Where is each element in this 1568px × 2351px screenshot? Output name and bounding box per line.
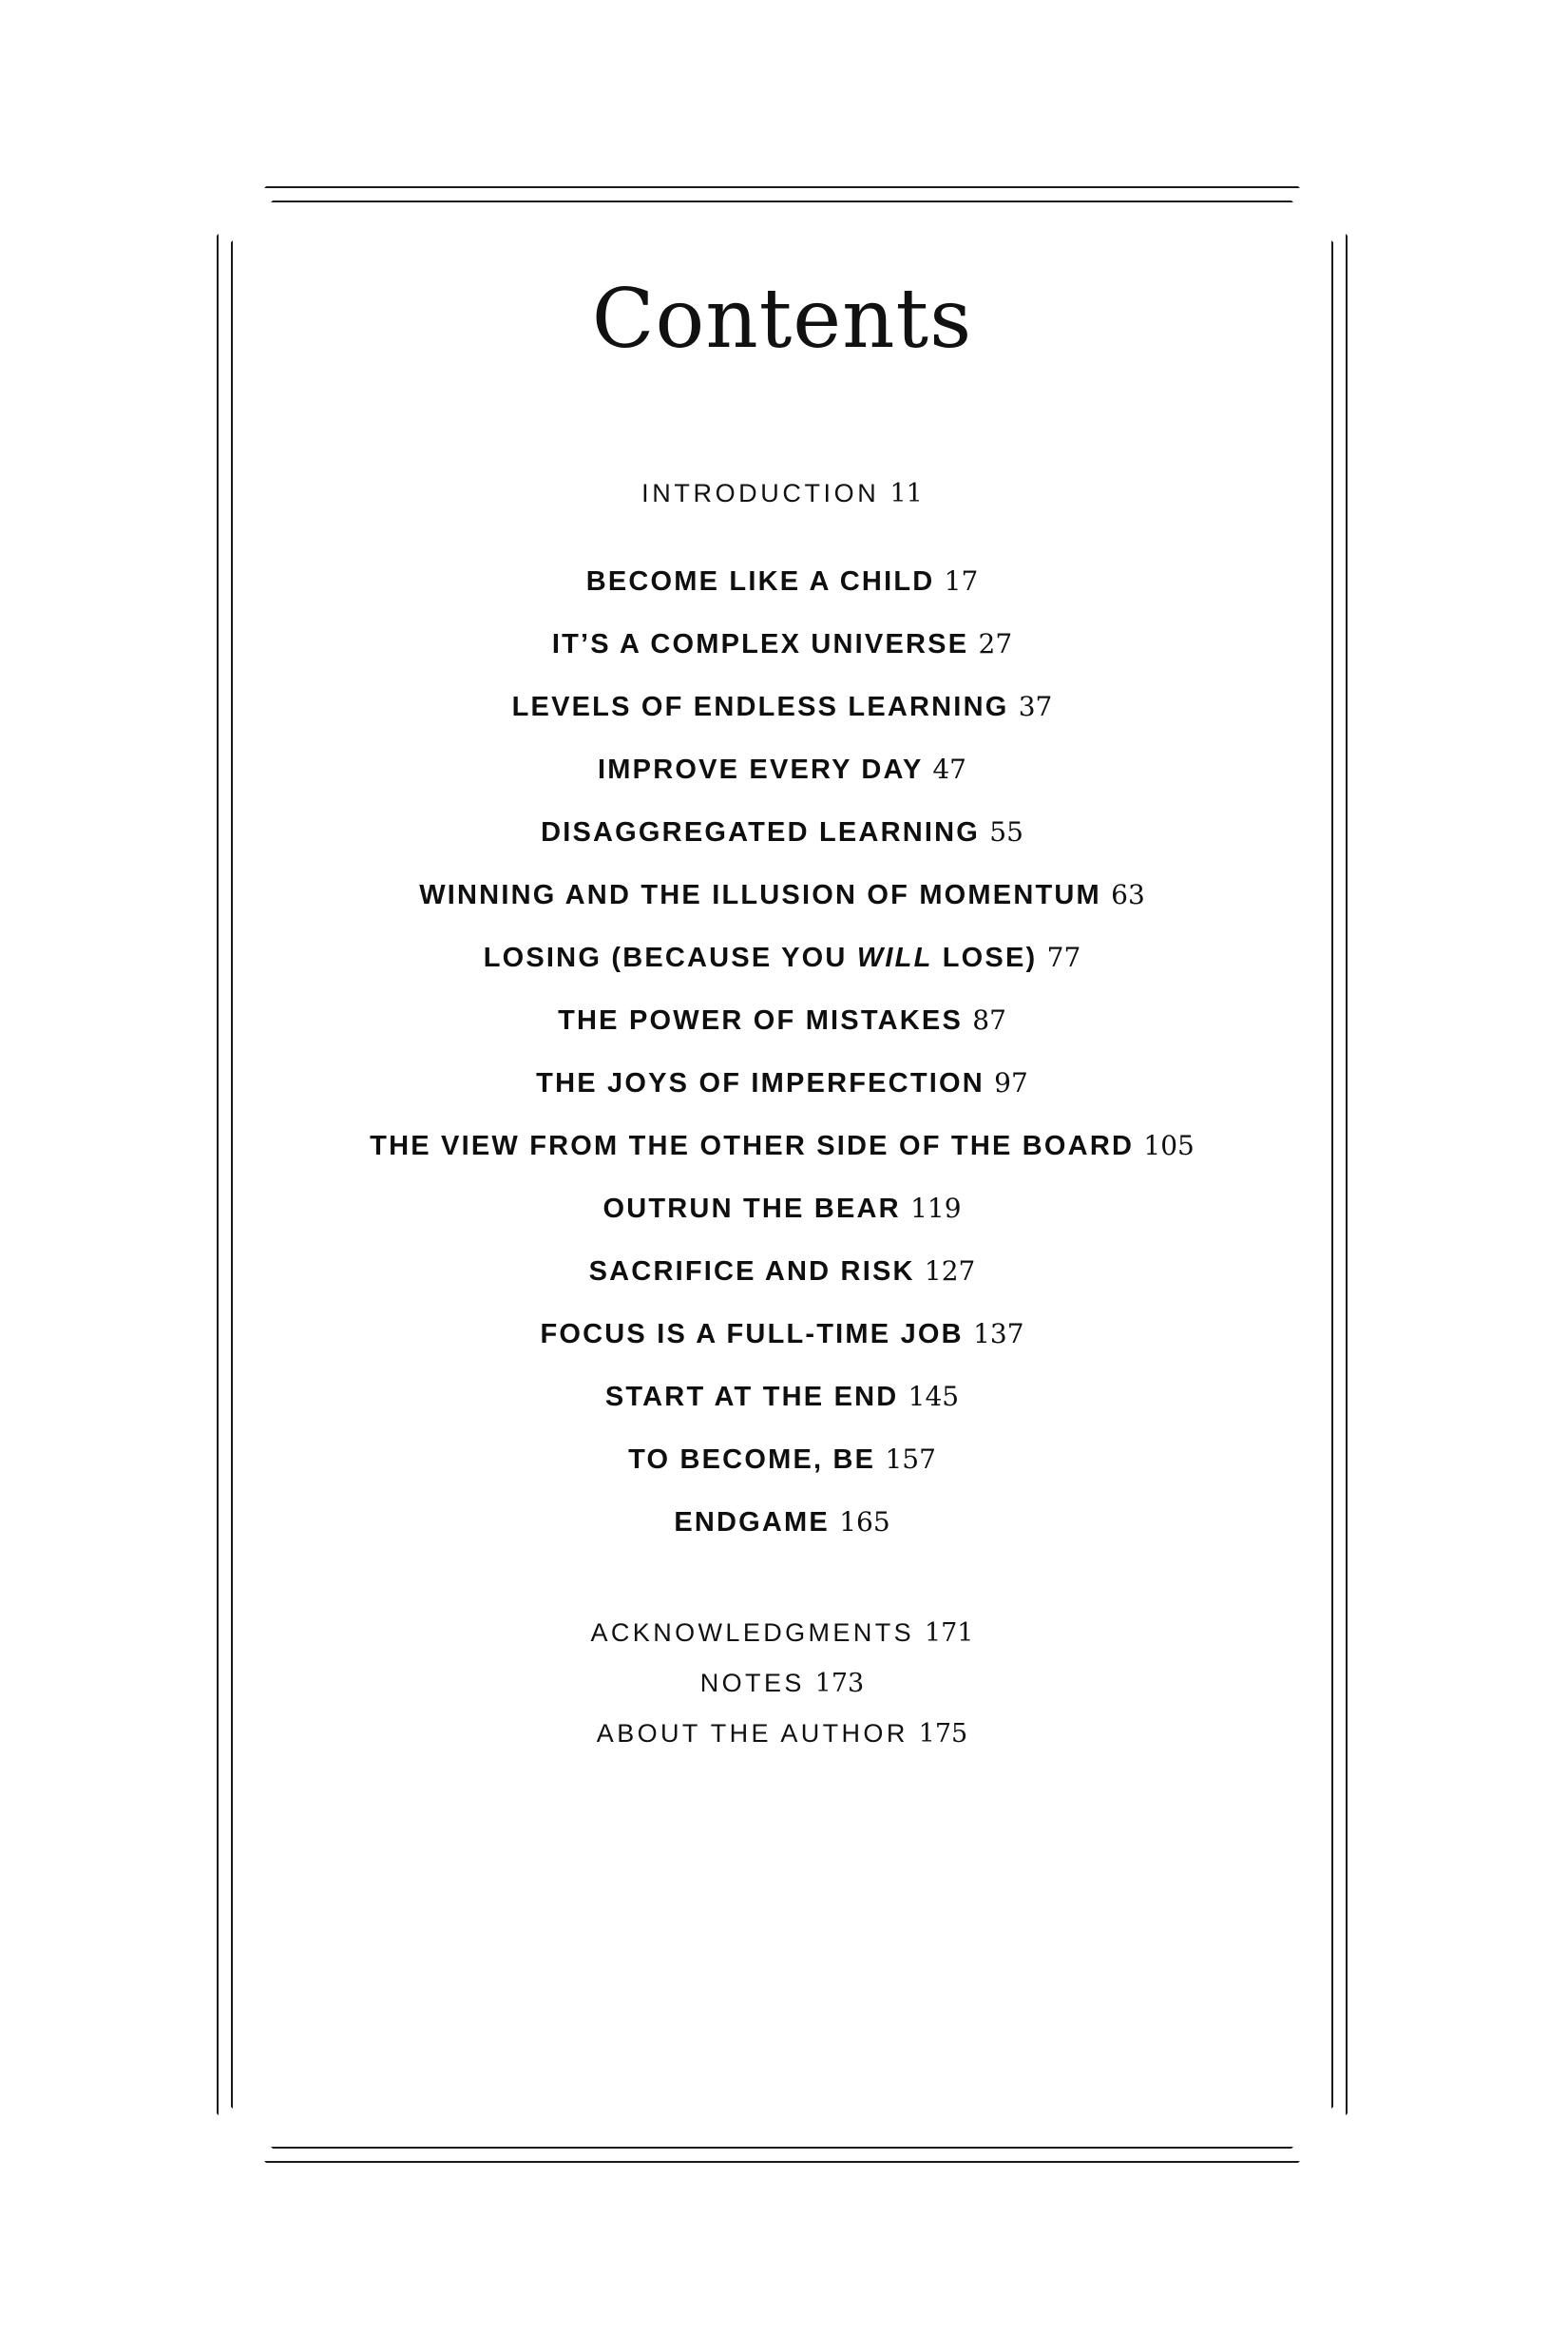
toc-entry-chapter[interactable] — [231, 1443, 1333, 1476]
toc-entry-chapter[interactable] — [231, 816, 1333, 849]
toc-entry-page: 11 — [889, 479, 923, 508]
toc-entry-chapter[interactable] — [231, 942, 1333, 974]
toc-entry-page: 63 — [1111, 879, 1145, 910]
toc-entry-label: THE JOYS OF IMPERFECTION — [536, 1068, 985, 1099]
toc-entry-label: IMPROVE EVERY DAY — [598, 755, 924, 785]
toc-entry-label: ABOUT THE AUTHOR — [596, 1719, 908, 1748]
toc-entry-page: 47 — [932, 754, 966, 785]
toc-entry-label: DISAGGREGATED LEARNING — [541, 817, 981, 848]
toc-entry-label: FOCUS IS A FULL-TIME JOB — [540, 1319, 964, 1349]
toc-entry-acknowledgments[interactable] — [591, 1618, 974, 1648]
toc-entry-page: 119 — [910, 1193, 962, 1224]
toc-entry-label: SACRIFICE AND RISK — [588, 1256, 915, 1287]
toc-entry-label: LOSING (BECAUSE YOU — [483, 943, 857, 973]
toc-entry-chapter[interactable] — [231, 1506, 1333, 1539]
toc-entry-chapter[interactable] — [231, 1004, 1333, 1037]
toc-entry-label: BECOME LIKE A CHILD — [585, 566, 935, 597]
toc-entry-page: 17 — [944, 565, 979, 597]
toc-entry-page: 173 — [814, 1669, 865, 1698]
toc-entry-chapter[interactable] — [231, 1130, 1333, 1162]
toc-entry-page: 87 — [972, 1004, 1006, 1036]
toc-entry-page: 137 — [973, 1318, 1024, 1349]
toc-entry-label: ENDGAME — [674, 1507, 830, 1538]
toc-entry-chapter[interactable] — [231, 1318, 1333, 1350]
toc-entry-page: 145 — [908, 1381, 960, 1412]
toc-entry-label: NOTES — [699, 1669, 805, 1697]
toc-entry-page: 27 — [978, 628, 1013, 659]
toc-entry-chapter[interactable] — [231, 565, 1333, 598]
toc-entry-page: 165 — [839, 1506, 890, 1538]
toc-entry-page: 55 — [989, 816, 1023, 848]
toc-entry-label: THE POWER OF MISTAKES — [558, 1005, 963, 1036]
toc-entry-chapter[interactable] — [231, 754, 1333, 786]
page-title: Contents — [591, 272, 973, 367]
toc-entry-chapter[interactable] — [231, 628, 1333, 660]
chapter-list — [231, 565, 1333, 1569]
toc-entry-label: IT’S A COMPLEX UNIVERSE — [551, 629, 969, 659]
toc-entry-page: 157 — [885, 1443, 936, 1475]
toc-entry-chapter[interactable] — [231, 879, 1333, 911]
back-matter-list — [591, 1618, 974, 1769]
toc-entry-label: THE VIEW FROM THE OTHER SIDE OF THE BOARD — [370, 1131, 1135, 1161]
toc-entry-label: LEVELS OF ENDLESS LEARNING — [511, 692, 1009, 722]
toc-entry-page: 171 — [924, 1618, 974, 1648]
contents-body — [231, 201, 1333, 2149]
toc-entry-label: INTRODUCTION — [641, 479, 880, 507]
toc-entry-label: TO BECOME, BE — [628, 1444, 876, 1475]
toc-entry-label: WINNING AND THE ILLUSION OF MOMENTUM — [419, 880, 1101, 910]
toc-entry-label-italic: WILL — [856, 943, 933, 973]
toc-entry-label: START AT THE END — [604, 1382, 899, 1412]
toc-entry-about-the-author[interactable] — [591, 1719, 974, 1749]
toc-entry-page: 97 — [994, 1067, 1028, 1099]
toc-entry-chapter[interactable] — [231, 1255, 1333, 1288]
toc-entry-notes[interactable] — [591, 1669, 974, 1698]
toc-entry-chapter[interactable] — [231, 1193, 1333, 1225]
toc-entry-label: OUTRUN THE BEAR — [602, 1194, 901, 1224]
toc-entry-page: 105 — [1143, 1130, 1195, 1161]
toc-entry-chapter[interactable] — [231, 691, 1333, 723]
toc-entry-label: ACKNOWLEDGMENTS — [590, 1618, 915, 1647]
toc-entry-introduction[interactable] — [641, 479, 923, 508]
toc-entry-label-tail: LOSE) — [932, 943, 1038, 973]
toc-entry-page: 175 — [918, 1719, 968, 1749]
toc-entry-chapter[interactable] — [231, 1067, 1333, 1099]
toc-entry-page: 127 — [924, 1255, 976, 1287]
toc-entry-chapter[interactable] — [231, 1381, 1333, 1413]
toc-entry-page: 77 — [1046, 942, 1081, 973]
toc-entry-page: 37 — [1018, 691, 1053, 722]
